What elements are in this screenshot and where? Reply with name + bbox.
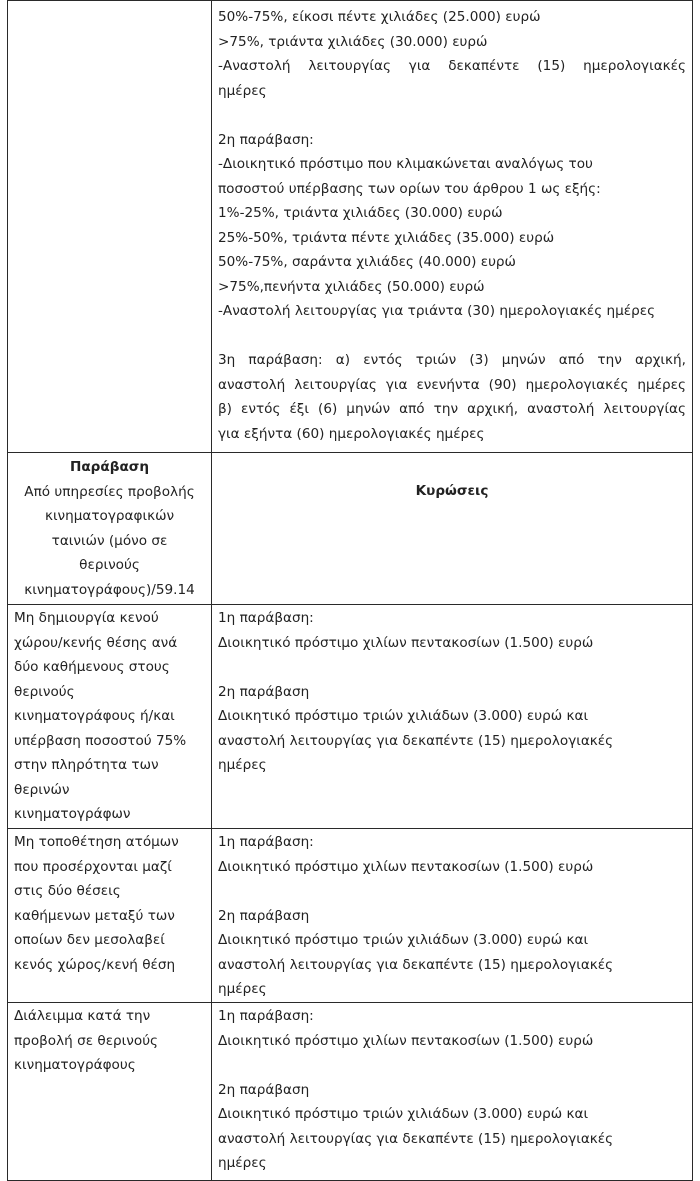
violation-cell bbox=[8, 829, 212, 1003]
continued-row bbox=[8, 1, 693, 453]
sanction-line: -Αναστολή λειτουργίας για τριάντα (30) ημερολογιακές ημέρες bbox=[218, 303, 656, 319]
violation-header-line: Από υπηρεσίες προβολής bbox=[24, 483, 195, 500]
second-violation-line: ημέρες bbox=[218, 981, 267, 997]
violation-line: υπέρβαση ποσοστού 75% bbox=[14, 732, 187, 749]
first-violation-label: 1η παράβαση: bbox=[218, 1008, 314, 1024]
sanction-line: β) εντός έξι (6) μηνών από την αρχική, αναστολή λειτουργίας bbox=[218, 401, 686, 417]
second-violation-label: 2η παράβαση bbox=[218, 1081, 310, 1098]
continued-violation-cell bbox=[8, 1, 212, 453]
table-row bbox=[8, 829, 693, 1003]
sanction-line: 25%-50%, τριάντα πέντε χιλιάδες (35.000) ευρώ bbox=[218, 229, 555, 246]
violation-line: χώρου/κενής θέσης ανά bbox=[14, 634, 178, 651]
violation-header-line: κινηματογράφους)/59.14 bbox=[24, 581, 195, 598]
violation-line: στην πληρότητα των bbox=[14, 757, 159, 773]
sanction-line: 50%-75%, σαράντα χιλιάδες (40.000) ευρώ bbox=[218, 254, 516, 270]
sanctions-cell bbox=[212, 605, 693, 829]
violation-header-line: θερινούς bbox=[79, 557, 140, 573]
violation-line: θερινών bbox=[14, 781, 70, 798]
violation-line: στις δύο θέσεις bbox=[14, 883, 121, 899]
violation-line: θερινούς bbox=[14, 683, 75, 700]
second-violation-line: Διοικητικό πρόστιμο τριών χιλιάδων (3.000) ευρώ και bbox=[218, 932, 589, 948]
violation-header-cell bbox=[8, 453, 212, 605]
table-row bbox=[8, 1003, 693, 1181]
sanction-line: >75%, τριάντα χιλιάδες (30.000) ευρώ bbox=[218, 33, 488, 50]
violation-line: κινηματογράφων bbox=[14, 806, 131, 822]
violation-line: που προσέρχονται μαζί bbox=[14, 858, 172, 875]
table-row bbox=[8, 605, 693, 829]
violation-header-line: ταινιών (μόνο σε bbox=[51, 532, 168, 549]
second-violation-line: ημέρες bbox=[218, 1155, 267, 1171]
violation-line: δύο καθήμενους στους bbox=[14, 659, 170, 675]
violation-cell bbox=[8, 605, 212, 829]
sanction-line: >75%,πενήντα χιλιάδες (50.000) ευρώ bbox=[218, 278, 485, 295]
first-violation-text: Διοικητικό πρόστιμο χιλίων πεντακοσίων (1.500) ευρώ bbox=[218, 1032, 594, 1049]
sanction-line: -Διοικητικό πρόστιμο που κλιμακώνεται αναλόγως του bbox=[218, 156, 593, 172]
sanction-line: για εξήντα (60) ημερολογιακές ημέρες bbox=[218, 425, 485, 442]
violation-line: κινηματογράφους bbox=[14, 1057, 136, 1073]
first-violation-text: Διοικητικό πρόστιμο χιλίων πεντακοσίων (1.500) ευρώ bbox=[218, 858, 594, 875]
violation-header-line: κινηματογραφικών bbox=[44, 508, 175, 524]
sanction-line: 1%-25%, τριάντα χιλιάδες (30.000) ευρώ bbox=[218, 205, 503, 221]
second-violation-heading: 2η παράβαση: bbox=[218, 131, 314, 148]
violation-line: οποίων δεν μεσολαβεί bbox=[14, 932, 165, 948]
violation-line: Μη τοποθέτηση ατόμων bbox=[14, 834, 179, 850]
sanction-line: ημέρες bbox=[218, 82, 267, 99]
second-violation-line: Διοικητικό πρόστιμο τριών χιλιάδων (3.000) ευρώ και bbox=[218, 1106, 589, 1122]
violation-cell bbox=[8, 1003, 212, 1181]
violation-header-title: Παράβαση bbox=[69, 459, 150, 475]
sanction-line: 3η παράβαση: α) εντός τριών (3) μηνών από την αρχική, bbox=[218, 352, 686, 368]
sanctions-table bbox=[7, 0, 693, 1181]
sanctions-header-title: Κυρώσεις bbox=[415, 483, 489, 499]
second-violation-line: αναστολή λειτουργίας για δεκαπέντε (15) ημερολογιακές bbox=[218, 1130, 614, 1147]
sanction-line: 50%-75%, είκοσι πέντε χιλιάδες (25.000) ευρώ bbox=[218, 9, 541, 25]
second-violation-label: 2η παράβαση bbox=[218, 683, 310, 700]
sanction-line: ποσοστού υπέρβασης των ορίων του άρθρου 1 ως εξής: bbox=[218, 180, 601, 197]
violation-line: κενός χώρος/κενή θέση bbox=[14, 956, 176, 973]
violation-line: καθήμενων μεταξύ των bbox=[14, 907, 175, 924]
second-violation-line: αναστολή λειτουργίας για δεκαπέντε (15) ημερολογιακές bbox=[218, 956, 614, 973]
second-violation-line: Διοικητικό πρόστιμο τριών χιλιάδων (3.000) ευρώ και bbox=[218, 708, 589, 724]
violation-line: προβολή σε θερινούς bbox=[14, 1032, 159, 1049]
sanctions-cell bbox=[212, 1003, 693, 1181]
violation-line: Διάλειμμα κατά την bbox=[14, 1008, 151, 1024]
sanction-line: αναστολή λειτουργίας για ενενήντα (90) ημερολογιακές ημέρες bbox=[218, 376, 686, 393]
second-violation-line: ημέρες bbox=[218, 757, 267, 773]
header-row bbox=[8, 453, 693, 605]
violation-line: κινηματογράφους ή/και bbox=[14, 708, 175, 724]
violation-line: Μη δημιουργία κενού bbox=[14, 610, 159, 626]
second-violation-label: 2η παράβαση bbox=[218, 907, 310, 924]
sanctions-cell bbox=[212, 829, 693, 1003]
sanction-line: -Αναστολή λειτουργίας για δεκαπέντε (15) ημερολογιακές bbox=[218, 58, 686, 74]
first-violation-label: 1η παράβαση: bbox=[218, 834, 314, 850]
second-violation-line: αναστολή λειτουργίας για δεκαπέντε (15) ημερολογιακές bbox=[218, 732, 614, 749]
continued-sanctions-cell bbox=[212, 1, 693, 453]
first-violation-label: 1η παράβαση: bbox=[218, 610, 314, 626]
first-violation-text: Διοικητικό πρόστιμο χιλίων πεντακοσίων (1.500) ευρώ bbox=[218, 634, 594, 651]
sanctions-header-cell bbox=[212, 453, 693, 605]
